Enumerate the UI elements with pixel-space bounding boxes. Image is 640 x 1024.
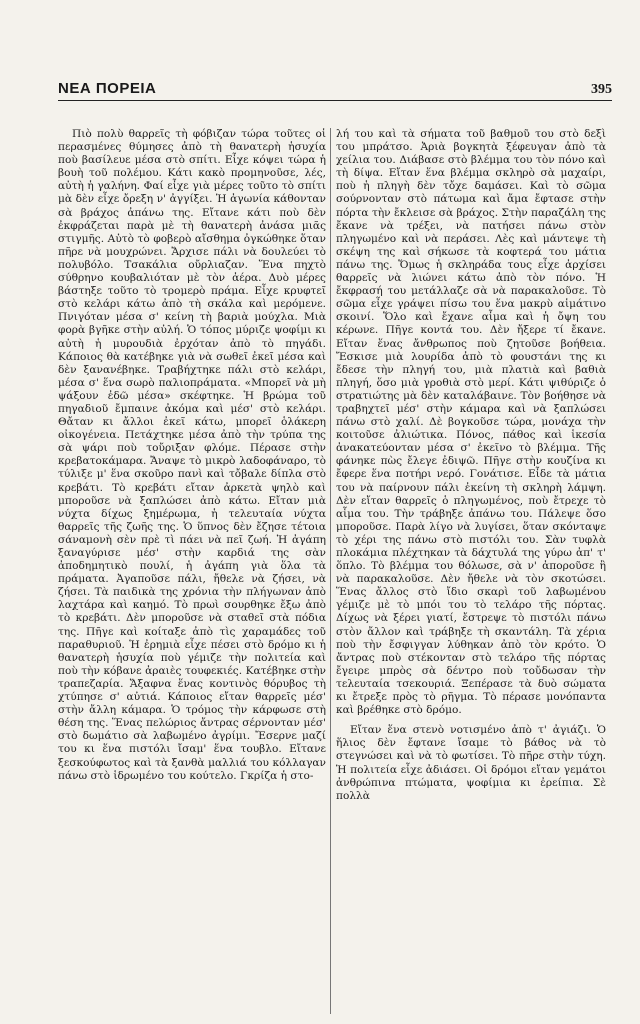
- journal-title: ΝΕΑ ΠΟΡΕΙΑ: [58, 80, 157, 97]
- column-divider: [330, 128, 331, 1014]
- paragraph: Εἴταν ἕνα στενὸ νοτισμένο ἀπὸ τ' ἀγιάζι. Ὁ ἥλιος δὲν ἔφτανε ἴσαμε τὸ βάθος νὰ τὸ στεγνώσει καὶ νὰ τὸ φωτίσει. Τὸ πῆρε στὴν τύχη. Ἡ πολιτεία εἶχε ἀδιάσει. Οἱ δρόμοι εἴταν γεμάτοι ἀνθρώπινα πτώματα, ψοφίμια κι ἐρείπια. Σὲ πολλὰ: [336, 724, 606, 802]
- page-number: 395: [591, 82, 612, 97]
- paragraph: λή του καὶ τὰ σήματα τοῦ βαθμοῦ του στὸ δεξὶ του μπράτσο. Ἀριὰ βογκητὰ ξέφευγαν ἀπὸ τὰ χείλια του. Διάβασε στὸ βλέμμα του τὸν πόνο καὶ τὴ δίψα. Εἴταν ἕνα βλέμμα σκληρὸ σὰ μαχαίρι, ποὺ ἡ πληγὴ δὲν τὄχε δαμάσει. Καὶ τὸ σῶμα σούρνονταν στὸ πάτωμα καὶ ἄμα ἔφτασε στὴν πόρτα τὴν ἔκλεισε σὰ βράχος. Στὴν παραζάλη της ἔκανε νὰ τρέξει, νὰ πατήσει πάνω στὸν πληγωμένο καὶ νὰ περάσει. Λὲς καὶ μάντεψε τὴ σκέψη της καὶ σήκωσε τὰ κοφτερά του μάτια πάνω της. Ὅμως ἡ σκληράδα τους εἶχε ἀρχίσει θαρρεῖς νὰ λιώνει κάτω ἀπὸ τὸν πόνο. Ἡ ἔκφρασή του μετάλλαζε σὰ νὰ παρακαλοῦσε. Τὸ σῶμα εἶχε γράψει πίσω του ἕνα μακρὺ αἱμάτινο σκοινί. Ὅλο καὶ ἔχανε αἷμα καὶ ἡ ὄψη του κέρωνε. Πῆγε κοντά του. Δὲν ἤξερε τί ἔκανε. Εἴταν ἕνας ἄνθρωπος ποὺ ζητοῦσε βοήθεια. Ἔσκισε μιὰ λουρίδα ἀπὸ τὸ φουστάνι της κι ἔδεσε τὴν πληγή του, μιὰ πλατιὰ καὶ βαθιὰ πληγή, ὅσο μιὰ γροθιὰ στὸ μερί. Κάτι ψιθύριζε ὁ στρατιώτης μὰ δὲν καταλάβαινε. Τὸν βοήθησε νὰ τραβηχτεῖ μέσ' στὴν κάμαρα καὶ νὰ ξαπλώσει πάνω στὸ χαλί. Δὲ βογκοῦσε τώρα, μονάχα τὴν κοιτοῦσε ἀλιώτικα. Πόνος, πάθος καὶ ἱκεσία ἀνακατεύονταν μέσα σ' ἐκεῖνο τὸ βλέμμα. Τῆς φάνηκε πὼς ἔλεγε ἐδιψῶ. Πῆγε στὴν κουζίνα κι ἔφερε ἕνα ποτήρι νερό. Γονάτισε. Εἶδε τὰ μάτια του νὰ παίρνουν πάλι ἐκείνη τὴ σκληρὴ λάμψη. Δὲν εἴταν θαρρεῖς ὁ πληγωμένος, ποὺ ἔτρεχε τὸ αἷμα του. Τὴν τράβηξε ἀπάνω του. Πάλεψε ὅσο μποροῦσε. Παρὰ λίγο νὰ λυγίσει, ὅταν σκόνταψε τὸ χέρι της πάνω στὸ πιστόλι του. Σὰν τυφλὰ πλοκάμια πλέχτηκαν τὰ δάχτυλά της γύρω ἀπ' τ' ὅπλο. Τὸ βλέμμα του θόλωσε, σὰ ν' ἀποροῦσε ἢ νὰ παρακαλοῦσε. Δὲν ἤθελε νὰ τὸν σκοτώσει. Ἕνας ἄλλος στὸ ἴδιο σκαρὶ τοῦ λαβωμένου γέμιζε μὲ τὸ μπόι του τὸ τελάρο τῆς πόρτας. Δίχως νὰ ξέρει γιατί, ἔστρεψε τὸ πιστόλι πάνω στὸν ἄλλον καὶ τράβηξε τὴ σκαντάλη. Τὰ χέρια ποὺ τὴν ἔσφιγγαν λύθηκαν ἀπὸ τὸν κρότο. Ὁ ἄντρας ποὺ στέκονταν στὸ τελάρο τῆς πόρτας ἔγειρε μπρὸς σὰ δέντρο ποὺ τοὔδωσαν τὴν τελευταία τσεκουριά. Ξεπέρασε τὰ δυὸ σώματα κι ἔτρεξε πρὸς τὸ ρῆγμα. Τὸ πέρασε μονόπαντα καὶ βρέθηκε στὸ δρόμο.: [336, 128, 606, 717]
- page-header: [58, 80, 612, 98]
- header-rule: [58, 100, 612, 101]
- paragraph: Πιὸ πολὺ θαρρεῖς τὴ φόβιζαν τώρα τοῦτες οἱ περασμένες θύμησες ἀπὸ τὴ θανατερὴ ἡσυχία ποὺ βασίλευε μέσα στὸ σπίτι. Εἶχε κόψει τώρα ἡ βουὴ τοῦ πολέμου. Κάτι κακὸ προμηνοῦσε, λές, αὐτὴ ἡ γαλήνη. Φαί εἶχε γιὰ μέρες τοῦτο τὸ σπίτι μὰ δὲν εἶχε ὄρεξη ν' ἀγγίξει. Ἡ ἀγωνία κάθονταν σὰ βράχος ἀπάνω της. Εἴτανε κάτι ποὺ δὲν ἐκφράζεται παρὰ μὲ τὴ θανατερὴ ἀνάσα μιᾶς στιγμῆς. Αὐτὸ τὸ φοβερὸ αἴσθημα ὀγκώθηκε ὅταν πῆρε νὰ μουχρώνει. Ἄρχισε πάλι νὰ δουλεύει τὸ πολυβόλο. Τσακάλια οὔρλιαζαν. Ἕνα πηχτὸ σύθρηνο κουβαλιόταν μὲ τὸν ἀέρα. Δυὸ μέρες βάστηξε τοῦτο τὸ τρομερὸ πράμα. Εἶχε κρυφτεῖ στὸ κελάρι κάτω ἀπὸ τὴ σκάλα καὶ μερόμενε. Πνιγόταν μέσα σ' κείνη τὴ βαριὰ μούχλα. Μιὰ φορὰ βγῆκε στὴν αὐλή. Ὁ τόπος μύριζε ψοφίμι κι αὐτὴ ἡ μυρουδιὰ ἐρχόταν ἀπὸ τὸ πηγάδι. Κάποιος θὰ κατέβηκε γιὰ νὰ σωθεῖ ἐκεῖ μέσα καὶ δὲν ξανανέβηκε. Τραβήχτηκε πάλι στὸ κελάρι, μέσα σ' ἕνα σωρὸ παλιοπράματα. «Μπορεῖ νὰ μὴ ψάξουν ἐδῶ μέσα» σκέφτηκε. Ἡ βρώμα τοῦ πηγαδιοῦ ἔμπαινε ἀκόμα καὶ μέσ' στὸ κελάρι. Θἄταν κι ἄλλοι ἐκεῖ κάτω, μπορεῖ ὁλάκερη οἰκογένεια. Πετάχτηκε μέσα ἀπὸ τὴν τρύπα της σὰ ψάρι ποὺ τοὔριξαν φλόμε. Πέρασε στὴν κρεβατοκάμαρα. Ἄναψε τὸ μικρὸ λαδοφάναρο, τὸ τύλιξε μ' ἕνα σκοῦρο πανὶ καὶ τὄβαλε δίπλα στὸ κρεβάτι. Τὸ κρεβάτι εἴταν ἀρκετὰ ψηλὸ καὶ μποροῦσε νὰ ξαπλώσει ἀπὸ κάτω. Εἴταν μιὰ νύχτα δίχως ξημέρωμα, ἡ τελευταία νύχτα θαρρεῖς τῆς ζωῆς της. Ὁ ὕπνος δὲν ἔζησε τέτοια σάναμονὴ σὲν πρὲ τὶ πάει νὰ πεῖ ζωή. Ἡ ἀγάπη ξαναγύρισε μέσ' στὴν καρδιά της σὰν ἀποδημητικὸ πουλί, ἡ ἀγάπη γιὰ ὅλα τὰ πράματα. Ἀγαποῦσε πάλι, ἤθελε νὰ ζήσει, νὰ ζήσει. Τὰ παιδικὰ της χρόνια τὴν πλήγωναν ἀπὸ λαχτάρα καὶ καημό. Τὸ πρωὶ σουρθηκε ἔξω ἀπὸ τὸ κρεβάτι. Δὲν μποροῦσε νὰ σταθεῖ στὰ πόδια της. Πῆγε καὶ κοίταξε ἀπὸ τὶς χαραμάδες τοῦ παραθυριοῦ. Ἡ ἐρημιὰ εἶχε πέσει στὸ δρόμο κι ἡ θανατερὴ ἡσυχία ποὺ γέμιζε τὴν πολιτεία καὶ ποὺ τὴν κόβανε ἀραιὲς τουφεκιές. Κατέβηκε στὴν τραπεζαρία. Ἄξαφνα ἕνας κοντινὸς θόρυβος τὴ χτύπησε σ' αὐτιά. Κάποιος εἴταν θαρρεῖς μέσ' στὴν ἄλλη κάμαρα. Ὁ τρόμος τὴν κάρφωσε στὴ θέση της. Ἕνας πελώριος ἄντρας σέρνονταν μέσ' στὸ δωμάτιο σὰ λαβωμένο ἀγρίμι. Ἔσερνε μαζί του κι ἕνα πιστόλι ἴσαμ' ἕνα τουβλο. Εἴτανε ξεσκούφωτος καὶ τὰ ξανθὰ μαλλιά του κόλλαγαν πάνω στὸ ἱδρωμένο του κούτελο. Γκρίζα ἡ στο-: [58, 128, 326, 782]
- right-column: [336, 128, 606, 1020]
- left-column: [58, 128, 326, 1020]
